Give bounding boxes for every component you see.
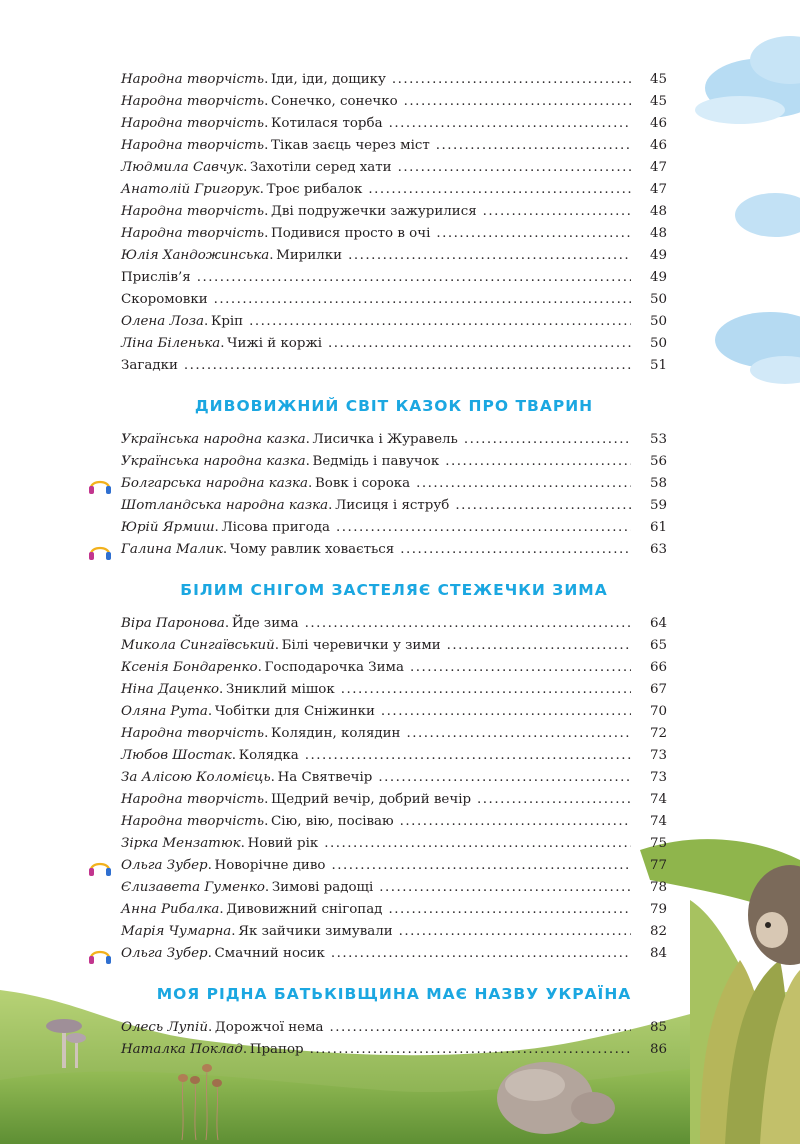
entry-page-number: 58: [649, 476, 667, 491]
dot-leader: [447, 635, 631, 657]
entry-title: Як зайчики зимували: [238, 924, 393, 939]
toc-entry[interactable]: [121, 943, 667, 965]
headphones-icon[interactable]: [87, 474, 113, 496]
entry-page-number: 59: [649, 498, 667, 513]
entry-title: Кріп: [210, 314, 244, 329]
entry-page-number: 79: [649, 902, 667, 917]
toc-entry[interactable]: [121, 245, 667, 267]
entry-separator: .: [207, 1020, 215, 1035]
section-heading-winter: БІЛИМ СНІГОМ ЗАСТЕЛЯЄ СТЕЖЕЧКИ ЗИМА: [180, 581, 608, 599]
headphones-icon[interactable]: [87, 856, 113, 878]
entry-title: Троє рибалок: [266, 182, 363, 197]
entry-separator: .: [207, 946, 215, 961]
toc-entry[interactable]: [121, 495, 667, 517]
entry-separator: .: [204, 314, 211, 329]
entry-separator: .: [243, 160, 250, 175]
entry-title: Подивися просто в очі: [271, 226, 431, 241]
toc-entry[interactable]: [121, 201, 667, 223]
toc-entry[interactable]: [121, 811, 667, 833]
dot-leader: [330, 1017, 632, 1039]
entry-separator: .: [219, 902, 227, 917]
entry-separator: .: [259, 182, 267, 197]
entry-separator: .: [264, 226, 272, 241]
entry-page-number: 47: [649, 182, 667, 197]
entry-separator: .: [257, 660, 265, 675]
entry-title: Прапор: [249, 1042, 304, 1057]
dot-leader: [400, 811, 631, 833]
toc-entry[interactable]: [121, 789, 667, 811]
entry-author: Микола Сингаївський: [121, 638, 275, 653]
entry-author: Ольга Зубер: [121, 858, 208, 873]
section-entries: [121, 613, 667, 965]
toc-entry[interactable]: [121, 701, 667, 723]
entry-title: Чижі й коржі: [227, 336, 323, 351]
dot-leader: [249, 311, 631, 333]
dot-leader: [324, 833, 631, 855]
entry-author: Наталка Поклад: [121, 1042, 243, 1057]
entry-page-number: 46: [649, 116, 667, 131]
toc-entry[interactable]: [121, 113, 667, 135]
entry-author: Віра Паронова: [121, 616, 225, 631]
entry-author: Юлія Хандожинська: [121, 248, 270, 263]
entry-separator: .: [214, 520, 222, 535]
dot-leader: [416, 473, 631, 495]
entry-separator: .: [240, 836, 248, 851]
dot-leader: [398, 157, 631, 179]
entry-page-number: 45: [649, 72, 667, 87]
toc-entry[interactable]: [121, 1039, 667, 1061]
entry-author: Олесь Лупій: [121, 1020, 208, 1035]
dot-leader: [331, 855, 631, 877]
entry-author: Народна творчість: [121, 792, 265, 807]
toc-entry[interactable]: [121, 657, 667, 679]
entry-separator: .: [264, 72, 272, 87]
entry-page-number: 50: [649, 292, 667, 307]
entry-separator: .: [264, 204, 272, 219]
entry-title: Лисиця і яструб: [335, 498, 450, 513]
dot-leader: [400, 539, 631, 561]
entry-title: Мирилки: [276, 248, 343, 263]
entry-title: Колядка: [238, 748, 299, 763]
entry-page-number: 50: [649, 336, 667, 351]
entry-title: Тікав заєць через міст: [271, 138, 430, 153]
entry-title: Дві подружечки зажурилися: [271, 204, 477, 219]
entry-author: Єлизавета Гуменко: [121, 880, 265, 895]
dot-leader: [305, 745, 631, 767]
entry-author: Зірка Мензатюк: [121, 836, 241, 851]
entry-author: Людмила Савчук: [121, 160, 244, 175]
entry-title: Лисичка і Журавель: [312, 432, 458, 447]
entry-separator: .: [305, 454, 313, 469]
toc-entry[interactable]: [121, 91, 667, 113]
entry-separator: .: [264, 94, 272, 109]
entry-title: Сонечко, сонечко: [271, 94, 398, 109]
dot-leader: [214, 289, 631, 311]
entry-title: Господарочка Зима: [264, 660, 404, 675]
entry-title: Колядин, колядин: [271, 726, 401, 741]
toc-entry[interactable]: [121, 429, 667, 451]
table-of-contents: [121, 69, 667, 1061]
entry-separator: .: [274, 638, 282, 653]
entry-author: Народна творчість: [121, 116, 265, 131]
entry-title: Щедрий вечір, добрий вечір: [271, 792, 472, 807]
entry-separator: .: [264, 116, 272, 131]
entry-page-number: 67: [649, 682, 667, 697]
entry-title: Новий рік: [247, 836, 319, 851]
toc-entry[interactable]: [121, 877, 667, 899]
entry-author: Олена Лоза: [121, 314, 205, 329]
entry-author: Марія Чумарна: [121, 924, 232, 939]
dot-leader: [381, 701, 631, 723]
entry-author: Любов Шостак: [121, 748, 232, 763]
toc-entry[interactable]: [121, 899, 667, 921]
entry-title: Зимові радощі: [271, 880, 374, 895]
entry-page-number: 84: [649, 946, 667, 961]
entry-author: Народна творчість: [121, 94, 265, 109]
cloud-top-right: [695, 36, 800, 124]
toc-entry[interactable]: [121, 289, 667, 311]
dot-leader: [404, 91, 631, 113]
entry-page-number: 65: [649, 638, 667, 653]
entry-title: Новорічне диво: [214, 858, 326, 873]
entry-author: Оляна Рута: [121, 704, 208, 719]
entry-separator: .: [222, 542, 230, 557]
entry-separator: .: [264, 792, 272, 807]
dot-leader: [445, 451, 631, 473]
cloud-right: [715, 193, 800, 384]
entry-page-number: 51: [649, 358, 667, 373]
entry-title: Зниклий мішок: [225, 682, 335, 697]
entry-author: Анна Рибалка: [121, 902, 220, 917]
entry-page-number: 66: [649, 660, 667, 675]
toc-entry[interactable]: [121, 333, 667, 355]
entry-author: Народна творчість: [121, 814, 265, 829]
entry-title: Чому равлик ховається: [229, 542, 395, 557]
toc-entry[interactable]: [121, 267, 667, 289]
entry-title: Йде зима: [231, 616, 299, 631]
entry-title: Сію, вію, посіваю: [271, 814, 394, 829]
entry-page-number: 61: [649, 520, 667, 535]
entry-separator: .: [264, 880, 272, 895]
entry-page-number: 64: [649, 616, 667, 631]
entry-page-number: 73: [649, 748, 667, 763]
toc-entry[interactable]: [121, 179, 667, 201]
toc-entry[interactable]: [121, 355, 667, 377]
entry-separator: .: [270, 770, 278, 785]
entry-separator: .: [224, 616, 232, 631]
toc-entry[interactable]: [121, 745, 667, 767]
entry-separator: .: [242, 1042, 250, 1057]
dot-leader: [348, 245, 631, 267]
entry-author: За Алісою Коломієць: [121, 770, 271, 785]
toc-entry[interactable]: [121, 539, 667, 561]
entry-author: Болгарська народна казка: [121, 476, 309, 491]
entry-page-number: 63: [649, 542, 667, 557]
intro-entries: [121, 69, 667, 377]
entry-page-number: 73: [649, 770, 667, 785]
entry-author: Українська народна казка: [121, 432, 306, 447]
entry-title: Прислів’я: [121, 270, 191, 285]
dot-leader: [483, 201, 631, 223]
entry-title: Загадки: [121, 358, 178, 373]
dot-leader: [379, 877, 631, 899]
toc-entry[interactable]: [121, 135, 667, 157]
dot-leader: [464, 429, 631, 451]
section-entries: [121, 429, 667, 561]
dot-leader: [310, 1039, 631, 1061]
entry-page-number: 53: [649, 432, 667, 447]
entry-author: Юрій Ярмиш: [121, 520, 215, 535]
entry-page-number: 49: [649, 248, 667, 263]
entry-page-number: 75: [649, 836, 667, 851]
entry-separator: .: [219, 682, 226, 697]
entry-page-number: 74: [649, 792, 667, 807]
entry-page-number: 46: [649, 138, 667, 153]
entry-author: Народна творчість: [121, 204, 265, 219]
entry-separator: .: [220, 336, 228, 351]
dot-leader: [331, 943, 631, 965]
entry-title: Вовк і сорока: [314, 476, 411, 491]
entry-author: Народна творчість: [121, 726, 265, 741]
entry-title: На Святвечір: [277, 770, 373, 785]
entry-page-number: 86: [649, 1042, 667, 1057]
entry-separator: .: [308, 476, 315, 491]
dot-leader: [436, 135, 631, 157]
entry-author: Анатолій Григорук: [121, 182, 260, 197]
entry-page-number: 48: [649, 226, 667, 241]
entry-page-number: 45: [649, 94, 667, 109]
dot-leader: [368, 179, 631, 201]
entry-author: Ольга Зубер: [121, 946, 208, 961]
headphones-icon[interactable]: [87, 540, 113, 562]
entry-page-number: 56: [649, 454, 667, 469]
toc-entry[interactable]: [121, 517, 667, 539]
dot-leader: [455, 495, 631, 517]
entry-title: Скоромовки: [121, 292, 208, 307]
entry-page-number: 49: [649, 270, 667, 285]
entry-title: Білі черевички у зими: [281, 638, 441, 653]
entry-page-number: 48: [649, 204, 667, 219]
entry-author: Українська народна казка: [121, 454, 306, 469]
entry-page-number: 74: [649, 814, 667, 829]
toc-entry[interactable]: [121, 451, 667, 473]
toc-entry[interactable]: [121, 69, 667, 91]
entry-author: Народна творчість: [121, 72, 265, 87]
entry-author: Народна творчість: [121, 138, 265, 153]
entry-title: Чобітки для Сніжинки: [214, 704, 375, 719]
toc-entry[interactable]: [121, 613, 667, 635]
entry-separator: .: [231, 924, 239, 939]
entry-page-number: 72: [649, 726, 667, 741]
dot-leader: [378, 767, 631, 789]
entry-title: Котилася торба: [271, 116, 383, 131]
entry-title: Дорожчої нема: [214, 1020, 324, 1035]
entry-author: Галина Малик: [121, 542, 223, 557]
dot-leader: [410, 657, 631, 679]
dot-leader: [197, 267, 631, 289]
dot-leader: [184, 355, 631, 377]
toc-entry[interactable]: [121, 723, 667, 745]
section-heading-homeland: МОЯ РІДНА БАТЬКІВЩИНА МАЄ НАЗВУ УКРАЇНА: [156, 985, 632, 1003]
entry-separator: .: [264, 814, 272, 829]
toc-entry[interactable]: [121, 223, 667, 245]
entry-separator: .: [328, 498, 336, 513]
entry-title: Лісова пригода: [221, 520, 330, 535]
entry-separator: .: [269, 248, 277, 263]
entry-author: Ксенія Бондаренко: [121, 660, 258, 675]
dot-leader: [328, 333, 631, 355]
dot-leader: [477, 789, 631, 811]
entry-author: Ніна Даценко: [121, 682, 220, 697]
entry-author: Ліна Біленька: [121, 336, 221, 351]
entry-title: Дивовижний снігопад: [226, 902, 383, 917]
entry-page-number: 78: [649, 880, 667, 895]
dot-leader: [341, 679, 631, 701]
toc-entry[interactable]: [121, 473, 667, 495]
entry-page-number: 50: [649, 314, 667, 329]
dot-leader: [392, 69, 631, 91]
section-heading-animal-tales: ДИВОВИЖНИЙ СВІТ КАЗОК ПРО ТВАРИН: [194, 397, 594, 415]
toc-entry[interactable]: [121, 635, 667, 657]
entry-separator: .: [231, 748, 239, 763]
entry-separator: .: [264, 726, 272, 741]
headphones-icon[interactable]: [87, 944, 113, 966]
entry-separator: .: [207, 858, 215, 873]
dot-leader: [305, 613, 631, 635]
toc-entry[interactable]: [121, 921, 667, 943]
entry-page-number: 85: [649, 1020, 667, 1035]
entry-title: Захотіли серед хати: [250, 160, 392, 175]
entry-separator: .: [264, 138, 272, 153]
dot-leader: [406, 723, 631, 745]
dot-leader: [436, 223, 631, 245]
entry-author: Народна творчість: [121, 226, 265, 241]
section-entries: [121, 1017, 667, 1061]
entry-separator: .: [207, 704, 215, 719]
entry-title: Іди, іди, дощику: [271, 72, 386, 87]
dot-leader: [389, 113, 631, 135]
toc-entry[interactable]: [121, 1017, 667, 1039]
toc-entry[interactable]: [121, 833, 667, 855]
dot-leader: [336, 517, 631, 539]
entry-separator: .: [305, 432, 313, 447]
toc-entry[interactable]: [121, 311, 667, 333]
entry-author: Шотландська народна казка: [121, 498, 329, 513]
entry-title: Ведмідь і павучок: [312, 454, 440, 469]
toc-entry[interactable]: [121, 767, 667, 789]
entry-page-number: 47: [649, 160, 667, 175]
dot-leader: [399, 921, 631, 943]
entry-title: Смачний носик: [214, 946, 325, 961]
entry-page-number: 82: [649, 924, 667, 939]
dot-leader: [388, 899, 631, 921]
toc-entry[interactable]: [121, 679, 667, 701]
toc-entry[interactable]: [121, 855, 667, 877]
entry-page-number: 77: [649, 858, 667, 873]
toc-entry[interactable]: [121, 157, 667, 179]
entry-page-number: 70: [649, 704, 667, 719]
